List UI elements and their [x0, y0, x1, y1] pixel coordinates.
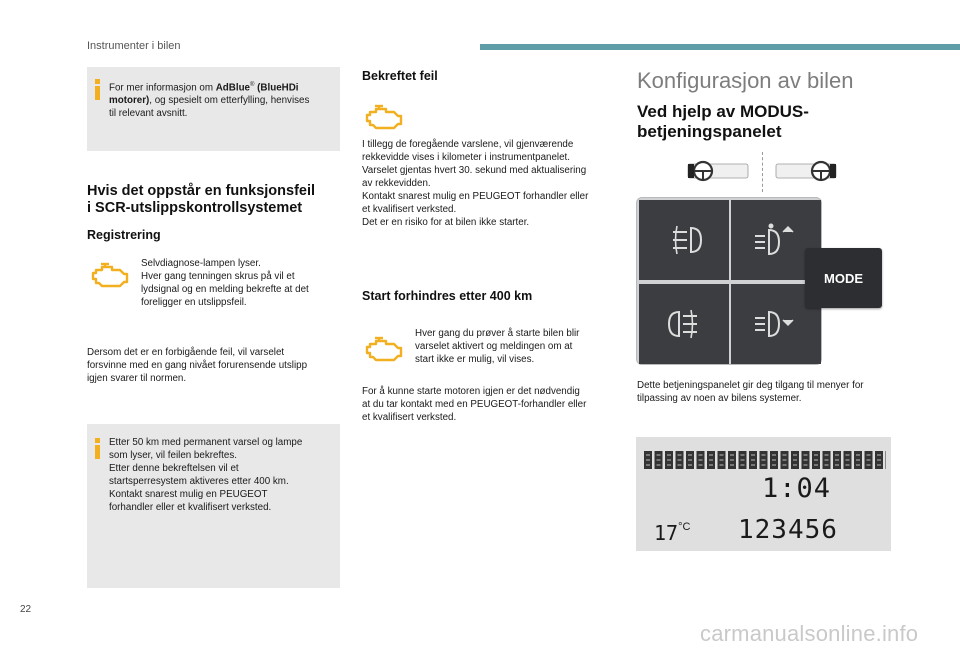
heading-mode-panel: Ved hjelp av MODUS- betjeningspanelet	[637, 102, 809, 141]
lcd-segment-row	[644, 451, 886, 469]
restart-text: For å kunne starte motoren igjen er det nødvendig at du tar kontakt med en PEUGEOT-forhandler eller et kvalifisert verksted.	[362, 386, 587, 423]
start-prevented-text: Hver gang du prøver å starte bilen blir varselet aktivert og meldingen om at start ikke er mulig, vil vises.	[415, 328, 580, 365]
lcd-clock: 1:04	[762, 473, 832, 504]
heading-bekreftet-feil: Bekreftet feil	[362, 69, 438, 83]
lcd-display	[636, 437, 891, 551]
rear-fog-icon	[639, 284, 729, 364]
steering-wheel-right-icon	[772, 157, 838, 185]
info-icon	[95, 438, 100, 459]
bekreftet-feil-text: I tillegg de foregående varslene, vil gjenværende rekkevidde vises i kilometer i instrumentpanelet. Varselet gjentas hvert 30. sekund med aktualisering av rekkevidden. Kontakt snarest mulig en PEUGEOT forhandler eller et kvalifisert verksted. Det er en risiko for at bilen ikke starter.	[362, 139, 589, 228]
front-fog-icon	[639, 200, 729, 280]
engine-warning-icon	[90, 262, 130, 290]
heading-scr-fault: Hvis det oppstår en funksjonsfeil i SCR-utslippskontrollsystemet	[87, 183, 316, 216]
registrering-text: Selvdiagnose-lampen lyser. Hver gang tenningen skrus på vil et lydsignal og en melding bekrefte at det foreligger en utslippsfeil.	[141, 258, 309, 308]
front-fog-button[interactable]	[639, 200, 729, 280]
header-accent-bar	[480, 44, 960, 50]
info-adblue-text: For mer informasjon om AdBlue® (BlueHDi motorer), og spesielt om etterfylling, henvises til relevant avsnitt.	[109, 82, 310, 120]
page-number: 22	[20, 604, 32, 615]
mode-button[interactable]: MODE	[805, 248, 882, 308]
lcd-temperature: $17^{^\circ C}$	[654, 521, 691, 545]
divider-dashed	[762, 152, 763, 192]
rear-fog-button[interactable]	[639, 284, 729, 364]
watermark: carmanualsonline.info	[700, 621, 919, 646]
transient-fault-text: Dersom det er en forbigående feil, vil varselet forsvinne med en gang nivået forurensende utslipp igjen svarer til normen.	[87, 347, 308, 384]
info-icon	[95, 79, 100, 100]
info-confirm-text: Etter 50 km med permanent varsel og lampe som lyser, vil feilen bekreftes. Etter denne bekreftelsen vil et startsperresystem aktiveres etter 400 km. Kontakt snarest mulig en PEUGEOT forhandler eller et kvalifisert verksted.	[109, 437, 303, 513]
heading-start-prevented: Start forhindres etter 400 km	[362, 289, 533, 303]
engine-warning-icon	[364, 336, 404, 364]
mode-panel-description: Dette betjeningspanelet gir deg tilgang til menyer for tilpassing av noen av bilens systemer.	[637, 380, 864, 404]
engine-warning-icon	[364, 104, 404, 132]
info-box-adblue	[87, 67, 340, 151]
section-title: Instrumenter i bilen	[87, 40, 181, 52]
chapter-title: Konfigurasjon av bilen	[637, 68, 854, 93]
info-box-confirm	[87, 424, 340, 588]
lcd-odometer: 123456	[738, 515, 838, 545]
mode-control-panel	[636, 197, 822, 365]
heading-registrering: Registrering	[87, 228, 161, 242]
steering-wheel-left-icon	[686, 157, 752, 185]
